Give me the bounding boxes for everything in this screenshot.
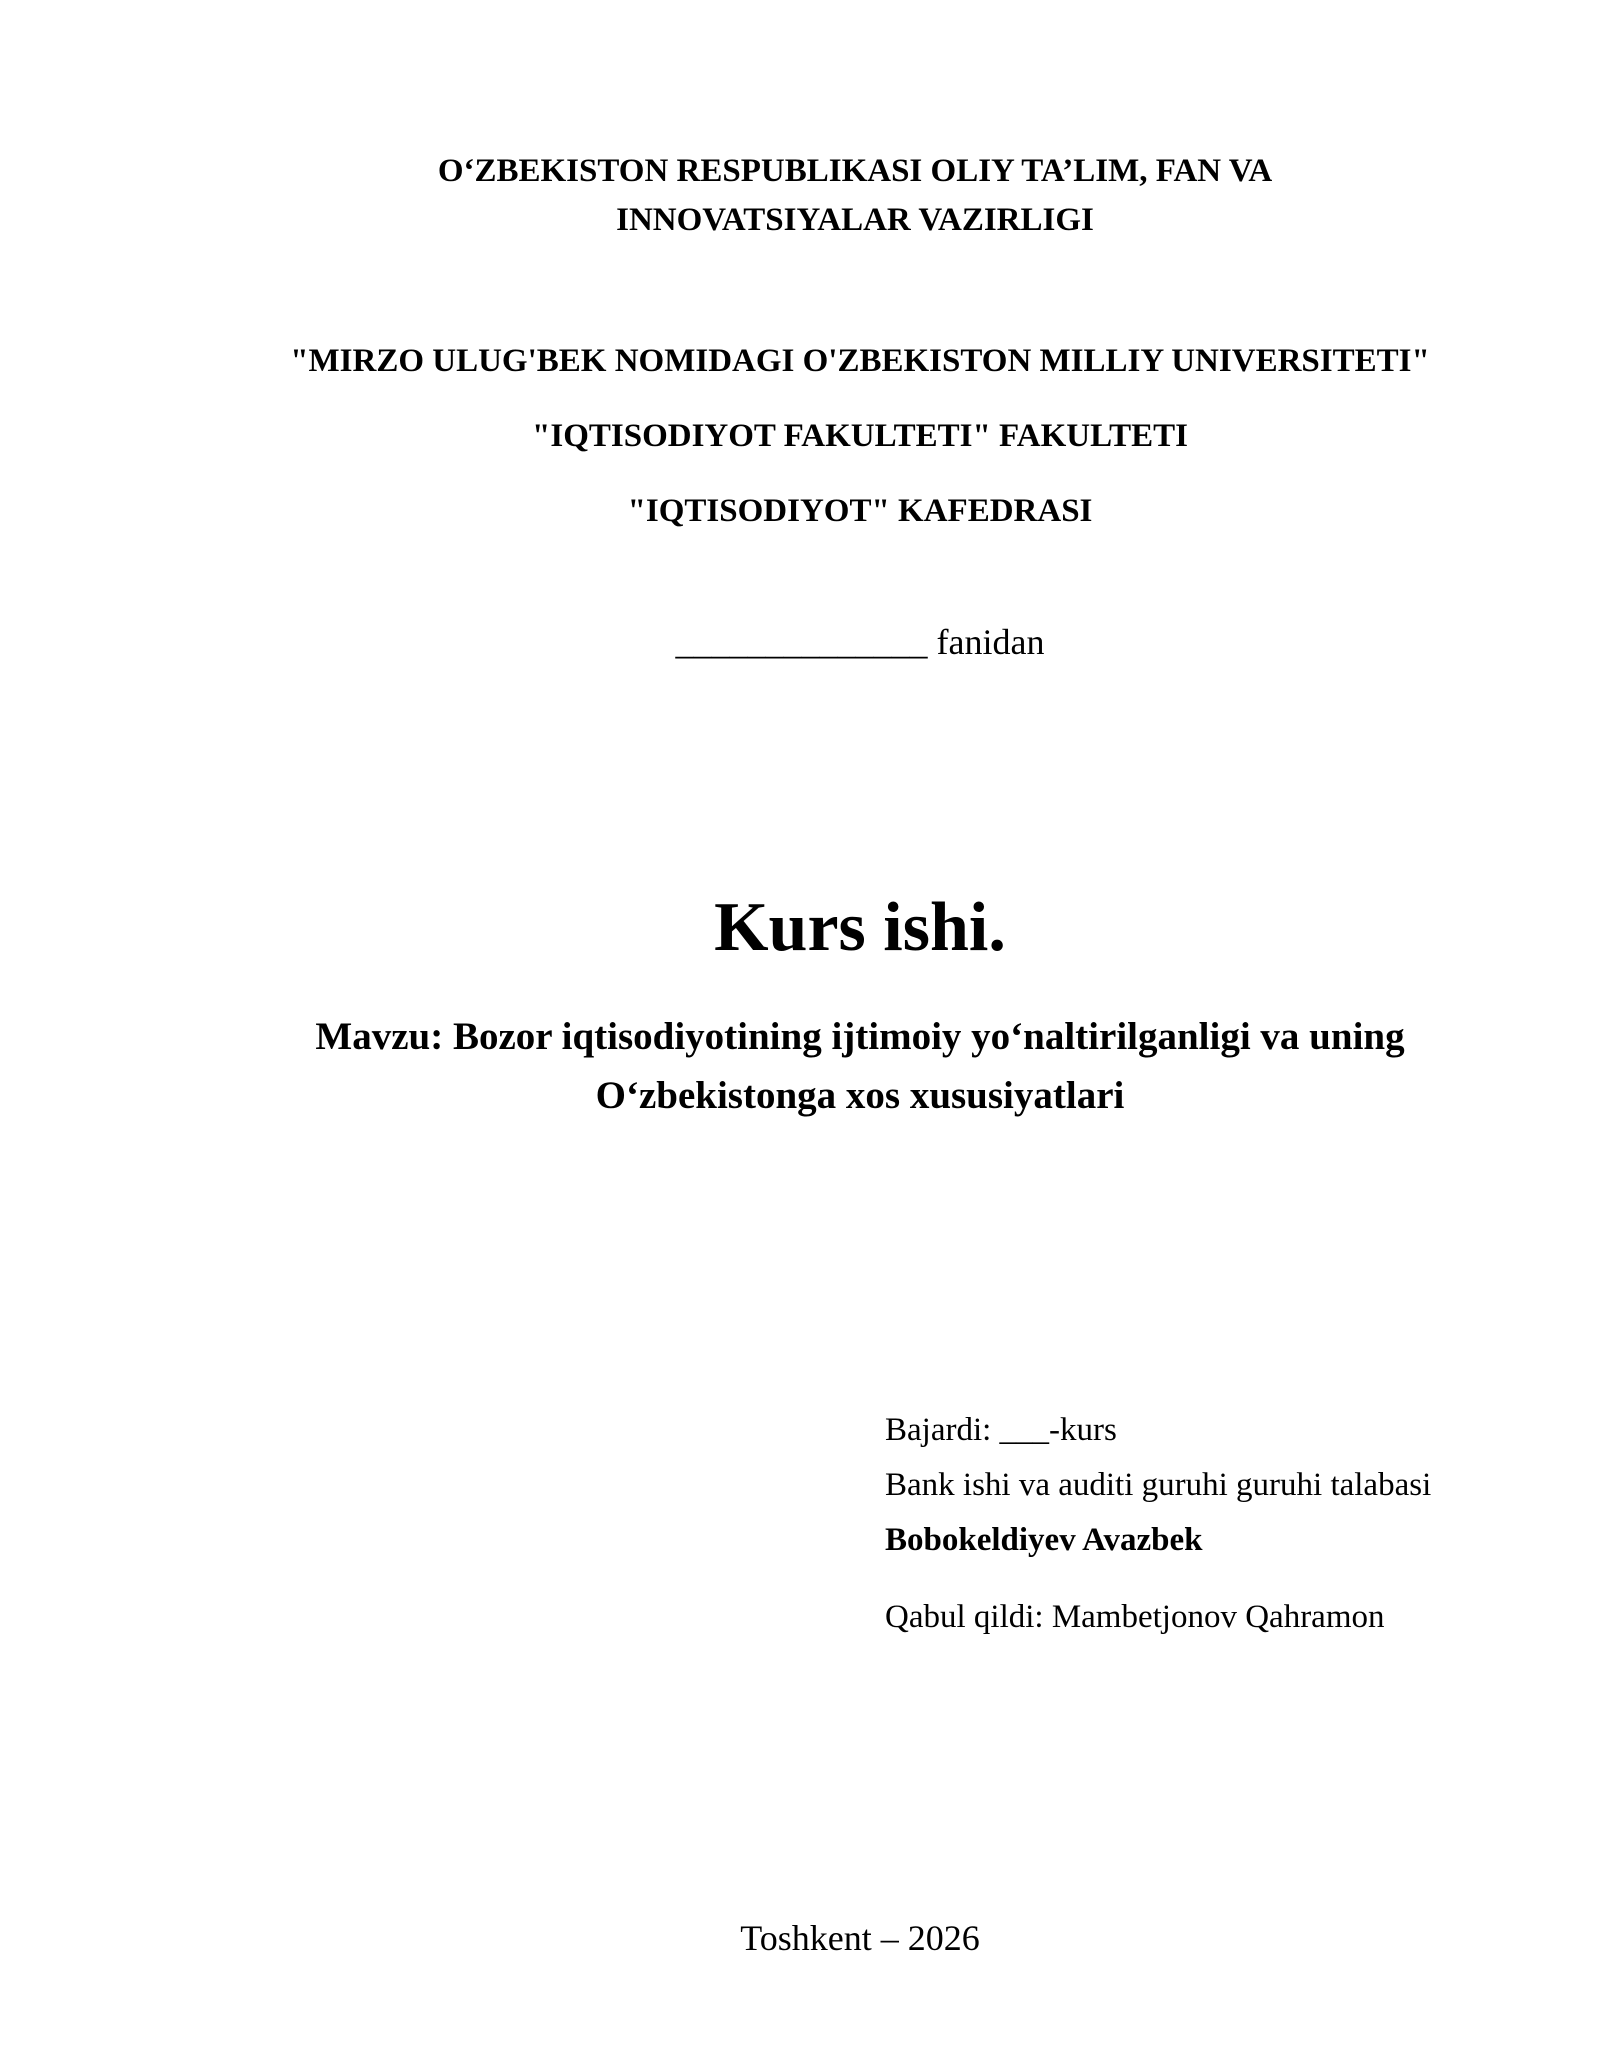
- faculty-name: "IQTISODIYOT FAKULTETI" FAKULTETI: [532, 418, 1188, 454]
- done-by-line: Bajardi: ___-kurs: [885, 1412, 1117, 1448]
- university-name: "MIRZO ULUG'BEK NOMIDAGI O'ZBEKISTON MILLIY UNIVERSITETI": [290, 343, 1430, 379]
- department-name: "IQTISODIYOT" KAFEDRASI: [627, 493, 1093, 529]
- topic-line1: Mavzu: Bozor iqtisodiyotining ijtimoiy yo‘naltirilganligi va uning: [315, 1015, 1405, 1058]
- ministry-title-line2: INNOVATSIYALAR VAZIRLIGI: [616, 202, 1094, 238]
- subject-line: ______________ fanidan: [675, 622, 1045, 662]
- ministry-title-line1: O‘ZBEKISTON RESPUBLIKASI OLIY TA’LIM, FAN VA: [437, 153, 1273, 189]
- document-title: Kurs ishi.: [714, 889, 1006, 966]
- topic-line2: O‘zbekistonga xos xususiyatlari: [595, 1074, 1125, 1117]
- student-group-line: Bank ishi va auditi guruhi guruhi talabasi: [885, 1467, 1432, 1503]
- student-name: Bobokeldiyev Avazbek: [885, 1522, 1203, 1558]
- accepted-by-line: Qabul qildi: Mambetjonov Qahramon: [885, 1599, 1385, 1635]
- city-year: Toshkent – 2026: [740, 1918, 980, 1958]
